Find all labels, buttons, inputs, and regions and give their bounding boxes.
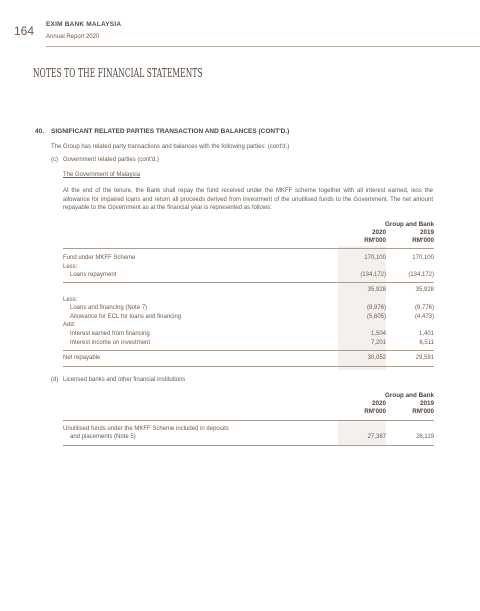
table-row-label: Fund under MKFF Scheme [63, 255, 136, 261]
table-d-row-label-line2: and placements (Note 5) [70, 434, 136, 440]
table-row-label: Allowance for ECL for loans and financing [70, 314, 182, 320]
sub-d-title: Licensed banks and other financial institutions [63, 377, 186, 383]
report-name: Annual Report 2020 [46, 34, 100, 40]
table-row-label: Loans and financing (Note 7) [70, 305, 148, 311]
sub-d-label: (d) [51, 377, 59, 383]
table-cell-2020: 7,201 [370, 340, 386, 346]
table-c-unit-2019: RM'000 [412, 237, 434, 244]
table-c-year-2019: 2019 [419, 229, 434, 236]
table-d-row-label-line1: Unutilised funds under the MKFF Scheme included in deposits [63, 426, 229, 432]
table-cell-2019: 6,511 [419, 340, 434, 346]
table-d-header-rule [63, 420, 434, 421]
bank-name: EXIM BANK MALAYSIA [46, 21, 122, 28]
table-c-total-rule [63, 350, 434, 351]
table-row-label: Add: [63, 322, 76, 328]
table-cell-2019: 29,591 [415, 355, 434, 361]
table-cell-2020: (8,976) [366, 305, 386, 311]
table-row-label: Less: [63, 297, 78, 303]
table-d-year-2019: 2019 [419, 400, 434, 407]
table-d-unit-2020: RM'000 [364, 408, 386, 415]
table-cell-2020: 1,504 [370, 331, 386, 337]
table-cell-2020: (5,605) [366, 314, 386, 320]
table-row-label: Less: [63, 264, 78, 270]
table-d-year-2020: 2020 [371, 400, 386, 407]
table-cell-2019: (134,172) [408, 272, 434, 278]
table-d-group-header: Group and Bank [385, 392, 434, 399]
sub-c-paragraph: At the end of the tenure, the Bank shall repay the fund received under the MKFF scheme together with all interest earned, less the allowance for impaired loans and return all proceeds derived from investment of the unutilised funds to the Government. The net amount repayable to the Government as at the financial year is represented as follows: [63, 188, 433, 211]
table-cell-2019: (9,776) [414, 305, 434, 311]
table-cell-2019: 35,928 [415, 287, 434, 293]
table-cell-2020: 27,387 [367, 434, 386, 440]
header-divider [46, 46, 480, 47]
table-row-label: Interest income on investment [70, 340, 151, 346]
table-cell-2020: 30,052 [367, 355, 386, 361]
table-cell-2020: (134,172) [360, 272, 386, 278]
table-d-unit-2019: RM'000 [412, 408, 434, 415]
table-cell-2019: 26,119 [416, 434, 434, 440]
table-c-group-header: Group and Bank [385, 221, 434, 228]
sub-c-subheading: The Government of Malaysia [63, 172, 141, 178]
table-c-year-2020: 2020 [371, 229, 386, 236]
section-intro: The Group has related party transactions and balances with the following parties: (cont'd.) [51, 144, 290, 150]
table-row-label: Interest earned from financing [70, 331, 150, 337]
section-title: SIGNIFICANT RELATED PARTIES TRANSACTION AND BALANCES (CONT'D.) [51, 128, 290, 135]
table-cell-2019: 1,401 [418, 331, 434, 337]
table-c-bottom-rule [63, 366, 434, 367]
sub-c-title: Government related parties (cont'd.) [63, 157, 159, 163]
table-c-subtotal-rule [63, 282, 434, 283]
table-row-label: Net repayable [63, 355, 101, 361]
table-c-header-rule [63, 248, 434, 249]
table-d-bottom-rule [63, 445, 434, 446]
table-cell-2020: 35,928 [367, 287, 386, 293]
table-cell-2019: (4,473) [414, 314, 434, 320]
section-number: 40. [35, 128, 45, 135]
table-c-unit-2020: RM'000 [364, 237, 386, 244]
table-row-label: Loans repayment [70, 272, 117, 278]
table-cell-2020: 170,100 [364, 255, 386, 261]
notes-title: NOTES TO THE FINANCIAL STATEMENTS [33, 66, 203, 80]
sub-c-label: (c) [51, 157, 58, 163]
page-number: 164 [14, 24, 35, 38]
table-cell-2019: 170,100 [412, 255, 434, 261]
table-d-shade-2020 [338, 420, 386, 446]
